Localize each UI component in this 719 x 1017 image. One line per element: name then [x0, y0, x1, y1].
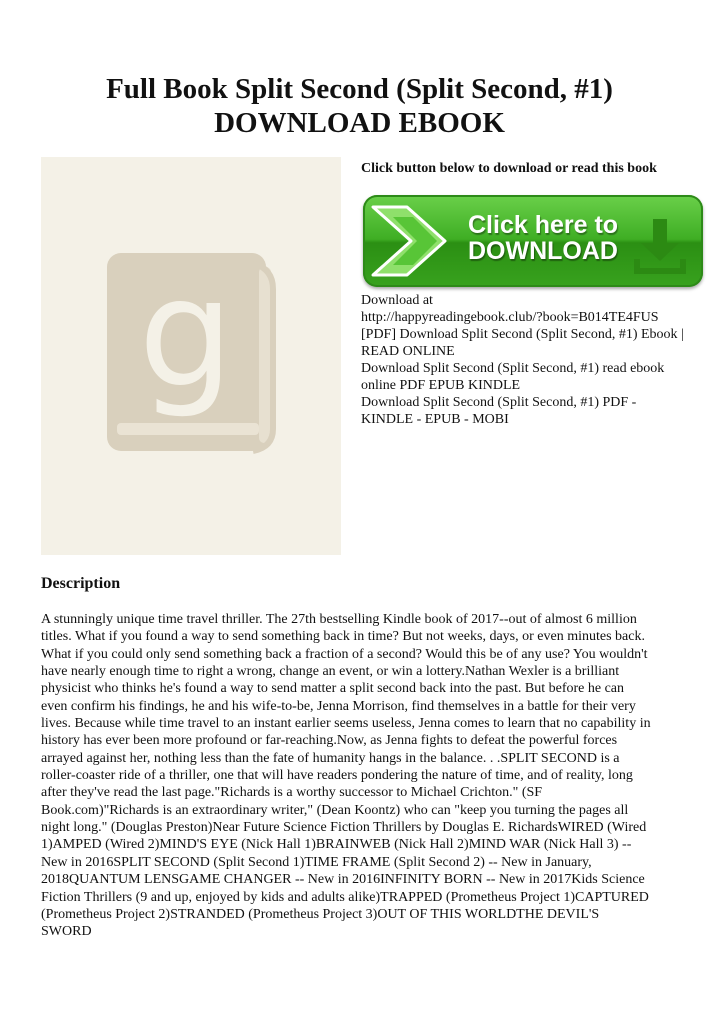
description-line: SWORD	[41, 924, 92, 940]
download-prompt-text: Click button below to download or read this book	[361, 161, 657, 176]
info-line: KINDLE - EPUB - MOBI	[361, 412, 509, 427]
description-line: physicist who thinks he's found a way to send matter a split second back into the past. But before he can	[41, 681, 625, 697]
title-line-2: DOWNLOAD EBOOK	[214, 107, 505, 139]
description-line: even confirm his findings, he and his wife-to-be, Jenna Morrison, find themselves in a battle for their very	[41, 698, 636, 714]
description-line: roller-coaster ride of a thriller, one that will have readers pondering the nature of time, and of reality, long	[41, 768, 633, 784]
description-line: What if you could only send something back a fraction of a second? Would this be of any use? You wouldn't	[41, 646, 648, 662]
goodreads-g-book-icon	[41, 157, 341, 555]
description-heading: Description	[41, 575, 121, 592]
info-line: Download Split Second (Split Second, #1) read ebook	[361, 361, 665, 376]
download-info	[361, 292, 711, 428]
description-line: 2018QUANTUM LENSGAME CHANGER -- New in 2016INFINITY BORN -- New in 2017Kids Science	[41, 872, 645, 888]
download-link[interactable]: http://happyreadingebook.club/?book=B014TE4FUS	[361, 310, 659, 325]
description-line: 1)AMPED (Wired 2)MIND'S EYE (Nick Hall 1)BRAINWEB (Nick Hall 2)MIND WAR (Nick Hall 3) --	[41, 837, 632, 853]
info-line: Download Split Second (Split Second, #1) PDF -	[361, 395, 637, 410]
download-button-line-2: DOWNLOAD	[468, 237, 618, 265]
description-line: night long." (Douglas Preston)Near Future Science Fiction Thrillers by Douglas E. RichardsWIRED (Wired	[41, 820, 647, 836]
description-line: titles. What if you found a way to send something back in time? But not weeks, days, or even minutes back.	[41, 629, 645, 645]
info-line: READ ONLINE	[361, 344, 455, 359]
description-line: New in 2016SPLIT SECOND (Split Second 1)TIME FRAME (Split Second 2) -- New in January,	[41, 854, 592, 870]
description-line: after they've read the last page."Richards is a worthy successor to Michael Crichton." (SF	[41, 785, 543, 801]
info-line: Download at	[361, 293, 433, 308]
download-button-line-1: Click here to	[468, 211, 619, 239]
description-line: Fiction Thrillers (9 and up, enjoyed by kids and adults alike)TRAPPED (Prometheus Project 1)CAPTURED	[41, 889, 649, 905]
description-body	[41, 611, 691, 941]
info-line: [PDF] Download Split Second (Split Second, #1) Ebook |	[361, 327, 684, 342]
description-line: (Prometheus Project 2)STRANDED (Prometheus Project 3)OUT OF THIS WORLDTHE DEVIL'S	[41, 906, 600, 922]
description-line: Book.com)"Richards is an extraordinary writer," (Dean Koontz) who can "keep you turning the pages all	[41, 802, 629, 818]
page-title	[0, 72, 719, 140]
description-line: have nearly enough time to right a wrong, change an event, or win a lottery.Nathan Wexler is a brilliant	[41, 664, 620, 680]
download-button[interactable]	[363, 195, 703, 287]
description-line: A stunningly unique time travel thriller. The 27th bestselling Kindle book of 2017--out of almost 6 million	[41, 612, 637, 627]
title-line-1: Full Book Split Second (Split Second, #1)	[106, 73, 613, 105]
book-cover-placeholder	[41, 157, 341, 555]
description-line: lives. Because while time travel to an instant earlier seems useless, Jenna comes to learn that no capability in	[41, 716, 651, 732]
svg-text:g: g	[138, 247, 234, 421]
info-line: online PDF EPUB KINDLE	[361, 378, 521, 393]
download-button-label	[468, 212, 658, 264]
description-line: arrayed against her, nothing less than the fate of humanity hangs in the balance. . .SPLIT SECOND is a	[41, 750, 620, 766]
description-line: history has ever been more profound or far-reaching.Now, as Jenna fights to defeat the powerful forces	[41, 733, 618, 749]
